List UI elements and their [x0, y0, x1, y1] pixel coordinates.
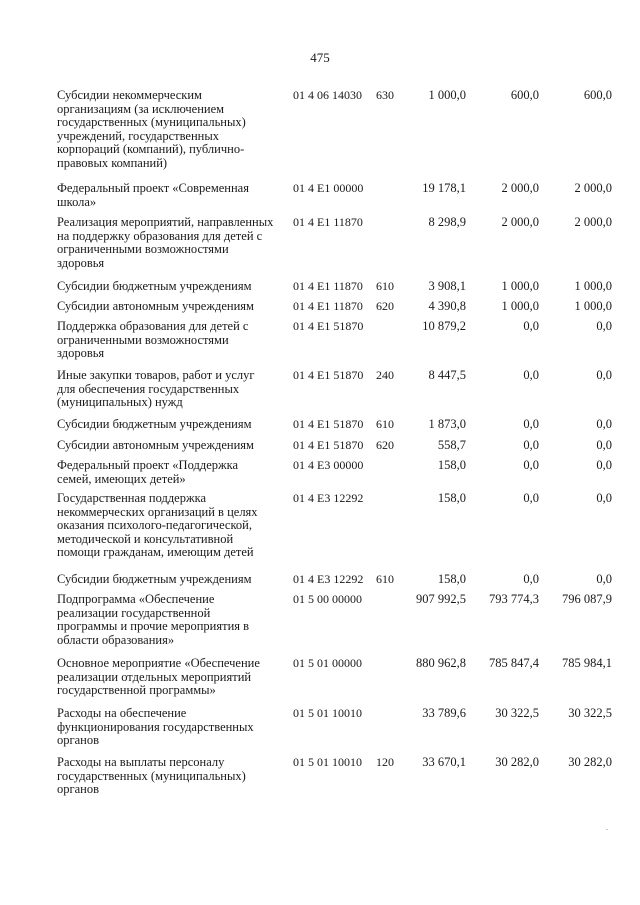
row-value-1: 880 962,8 [416, 656, 466, 670]
row-value-2: 2 000,0 [501, 215, 539, 229]
row-value-2: 30 282,0 [495, 755, 539, 769]
row-value-2: 2 000,0 [501, 181, 539, 195]
row-value-2: 0,0 [523, 572, 539, 586]
row-value-2: 0,0 [523, 319, 539, 333]
row-description: Государственная поддержка некоммерческих организаций в целях оказания психолого-педагогической, методической и консультативной помощи гражданам, имеющим детей [57, 491, 258, 559]
row-value-2: 0,0 [523, 438, 539, 452]
row-description: Субсидии автономным учреждениям [57, 299, 254, 313]
row-value-1: 8 298,9 [428, 215, 466, 229]
row-code: 01 4 E1 00000 [293, 181, 364, 195]
row-description: Иные закупки товаров, работ и услуг для обеспечения государственных (муниципальных) нужд [57, 368, 255, 409]
row-expense-type: 620 [376, 438, 394, 452]
row-value-1: 907 992,5 [416, 592, 466, 606]
row-value-2: 30 322,5 [495, 706, 539, 720]
row-expense-type: 120 [376, 755, 394, 769]
row-value-2: 1 000,0 [501, 299, 539, 313]
row-value-3: 30 322,5 [568, 706, 612, 720]
row-code: 01 5 01 00000 [293, 656, 362, 670]
row-value-3: 0,0 [596, 319, 612, 333]
row-value-2: 793 774,3 [489, 592, 539, 606]
row-value-1: 158,0 [437, 458, 466, 472]
row-code: 01 5 01 10010 [293, 755, 362, 769]
row-value-1: 3 908,1 [428, 279, 466, 293]
row-value-3: 600,0 [583, 88, 612, 102]
row-value-1: 558,7 [437, 438, 466, 452]
row-value-1: 33 670,1 [422, 755, 466, 769]
row-value-2: 600,0 [510, 88, 539, 102]
row-value-1: 10 879,2 [422, 319, 466, 333]
row-description: Субсидии бюджетным учреждениям [57, 279, 252, 293]
row-expense-type: 610 [376, 417, 394, 431]
row-code: 01 4 E1 51870 [293, 438, 364, 452]
row-description: Подпрограмма «Обеспечение реализации государственной программы и прочие мероприятия в области образования» [57, 592, 250, 647]
row-value-1: 4 390,8 [428, 299, 466, 313]
row-value-1: 1 873,0 [428, 417, 466, 431]
row-value-2: 0,0 [523, 458, 539, 472]
row-value-1: 1 000,0 [428, 88, 466, 102]
row-code: 01 4 E1 11870 [293, 299, 363, 313]
row-description: Расходы на выплаты персоналу государственных (муниципальных) органов [57, 755, 246, 796]
page-number: 475 [310, 50, 330, 65]
row-value-3: 0,0 [596, 458, 612, 472]
row-expense-type: 630 [376, 88, 394, 102]
row-expense-type: 620 [376, 299, 394, 313]
row-value-1: 8 447,5 [428, 368, 466, 382]
row-value-2: 0,0 [523, 417, 539, 431]
row-value-2: 0,0 [523, 368, 539, 382]
row-code: 01 4 E1 11870 [293, 279, 363, 293]
row-value-3: 785 984,1 [562, 656, 612, 670]
row-expense-type: 610 [376, 572, 394, 586]
row-code: 01 4 E1 11870 [293, 215, 363, 229]
row-value-1: 158,0 [437, 491, 466, 505]
row-value-1: 19 178,1 [422, 181, 466, 195]
row-expense-type: 240 [376, 368, 394, 382]
row-value-3: 0,0 [596, 438, 612, 452]
row-value-3: 0,0 [596, 417, 612, 431]
row-description: Федеральный проект «Современная школа» [57, 181, 249, 209]
row-value-3: 0,0 [596, 491, 612, 505]
row-value-3: 0,0 [596, 572, 612, 586]
row-description: Основное мероприятие «Обеспечение реализации отдельных мероприятий государственной программы» [57, 656, 260, 697]
row-code: 01 4 E1 51870 [293, 319, 364, 333]
row-value-3: 796 087,9 [562, 592, 612, 606]
row-value-2: 1 000,0 [501, 279, 539, 293]
row-code: 01 4 06 14030 [293, 88, 362, 102]
row-value-3: 2 000,0 [574, 181, 612, 195]
row-value-3: 2 000,0 [574, 215, 612, 229]
row-value-3: 0,0 [596, 368, 612, 382]
scan-speck [606, 829, 608, 830]
row-value-1: 33 789,6 [422, 706, 466, 720]
row-description: Федеральный проект «Поддержка семей, имеющих детей» [57, 458, 239, 486]
row-code: 01 4 E1 51870 [293, 417, 364, 431]
row-code: 01 5 00 00000 [293, 592, 362, 606]
row-description: Поддержка образования для детей с ограниченными возможностями здоровья [57, 319, 249, 360]
row-description: Реализация мероприятий, направленных на поддержку образования для детей с ограниченными возможностями здоровья [57, 215, 274, 270]
row-expense-type: 610 [376, 279, 394, 293]
row-code: 01 4 E3 12292 [293, 572, 364, 586]
row-value-1: 158,0 [437, 572, 466, 586]
row-value-3: 1 000,0 [574, 299, 612, 313]
row-value-2: 785 847,4 [489, 656, 539, 670]
row-code: 01 4 E1 51870 [293, 368, 364, 382]
row-description: Субсидии некоммерческим организациям (за исключением государственных (муниципальных) учреждений, государственных корпораций (компаний), публично- правовых компаний) [57, 88, 246, 170]
row-description: Субсидии бюджетным учреждениям [57, 417, 252, 431]
row-value-2: 0,0 [523, 491, 539, 505]
row-value-3: 30 282,0 [568, 755, 612, 769]
row-code: 01 4 E3 00000 [293, 458, 364, 472]
row-description: Субсидии автономным учреждениям [57, 438, 254, 452]
row-code: 01 4 E3 12292 [293, 491, 364, 505]
row-code: 01 5 01 10010 [293, 706, 362, 720]
row-description: Расходы на обеспечение функционирования государственных органов [57, 706, 254, 747]
row-value-3: 1 000,0 [574, 279, 612, 293]
row-description: Субсидии бюджетным учреждениям [57, 572, 252, 586]
